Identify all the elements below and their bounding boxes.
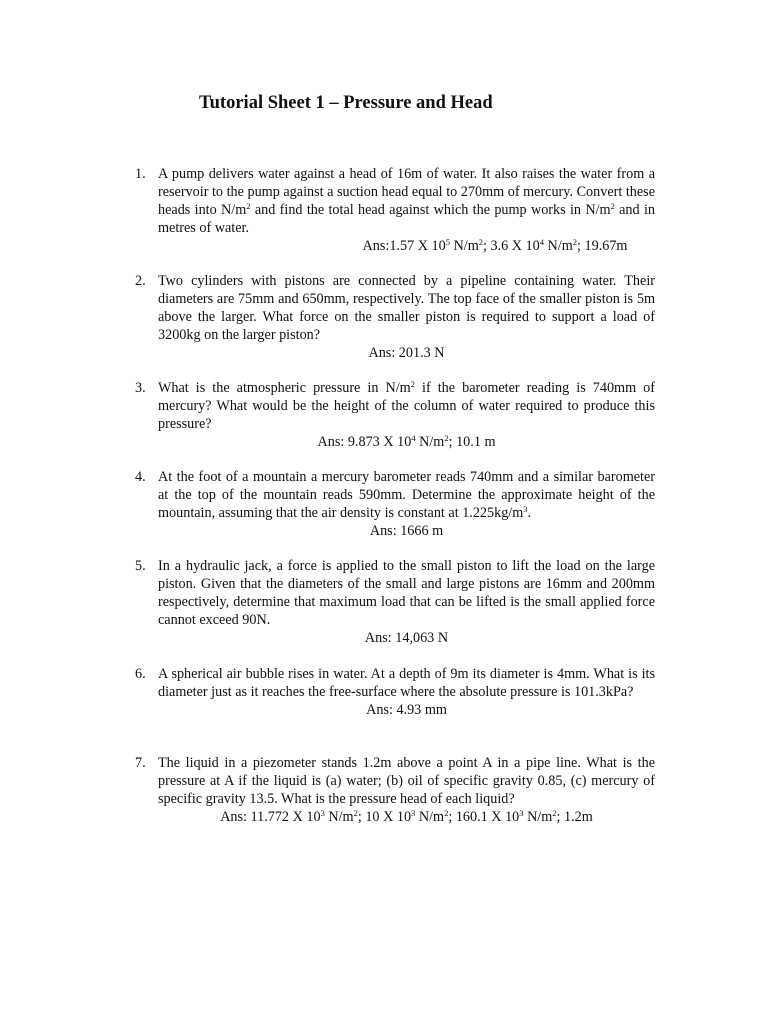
- question-answer: Ans: 11.772 X $10^3$ $N/m^2$; 10 X $10^3$ $N/m^2$; 160.1 X $10^3$ $N/m^2$; 1.2m: [220, 808, 593, 825]
- question-number: 4.: [135, 469, 146, 485]
- question-number: 7.: [135, 755, 146, 771]
- page-title: Tutorial Sheet 1 – Pressure and Head: [199, 93, 493, 113]
- question-item: [135, 272, 655, 362]
- question-number: 5.: [135, 558, 146, 574]
- question-text: The liquid in a piezometer stands 1.2m above a point A in a pipe line. What is the pressure at A if the liquid is (a) water; (b) oil of specific gravity 0.85, (c) mercury of specific gravity 13.5. What is the pressure head of each liquid?: [158, 755, 655, 807]
- question-answer: Ans: 201.3 N: [368, 345, 445, 361]
- question-item: [135, 754, 655, 826]
- question-item: [135, 468, 655, 540]
- question-text: What is the atmospheric pressure in $N/m^2$ if the barometer reading is 740mm of mercury? What would be the height of the column of water required to produce this pressure?: [158, 379, 655, 432]
- question-item: [135, 665, 655, 719]
- question-answer: Ans:1.57 X $10^5$ $N/m^2$; 3.6 X $10^4$ $N/m^2$; 19.67m: [362, 237, 628, 254]
- question-answer: Ans: 14,063 N: [364, 630, 449, 646]
- question-item: [135, 379, 655, 451]
- question-text: A pump delivers water against a head of 16m of water. It also raises the water from a reservoir to the pump against a suction head equal to 270mm of mercury. Convert these heads into $N/m^2$ and find the total head against which the pump works in $N/m^2$ and in metres of water.: [158, 166, 655, 236]
- question-answer: Ans: 4.93 mm: [366, 702, 447, 718]
- question-number: 2.: [135, 273, 146, 289]
- question-text: At the foot of a mountain a mercury barometer reads 740mm and a similar barometer at the top of the mountain reads 590mm. Determine the approximate height of the mountain, assuming that the air density is constant at $1.225kg/m^3$.: [158, 469, 655, 521]
- question-answer: Ans: 9.873 X $10^4$ $N/m^2$; 10.1 m: [317, 433, 496, 450]
- question-number: 3.: [135, 380, 146, 396]
- question-text: A spherical air bubble rises in water. At a depth of 9m its diameter is 4mm. What is its diameter just as it reaches the free-surface where the absolute pressure is 101.3kPa?: [158, 666, 655, 700]
- question-item: [135, 165, 655, 255]
- question-number: 6.: [135, 666, 146, 682]
- question-text: Two cylinders with pistons are connected by a pipeline containing water. Their diameters are 75mm and 650mm, respectively. The top face of the smaller piston is 5m above the larger. What force on the smaller piston is required to support a load of 3200kg on the larger piston?: [158, 273, 655, 343]
- question-number: 1.: [135, 166, 146, 182]
- question-item: [135, 557, 655, 647]
- question-text: In a hydraulic jack, a force is applied to the small piston to lift the load on the large piston. Given that the diameters of the small and large pistons are 16mm and 200mm respectively, determine that maximum load that can be lifted is the small applied force cannot exceed 90N.: [158, 558, 655, 628]
- question-answer: Ans: 1666 m: [369, 523, 444, 539]
